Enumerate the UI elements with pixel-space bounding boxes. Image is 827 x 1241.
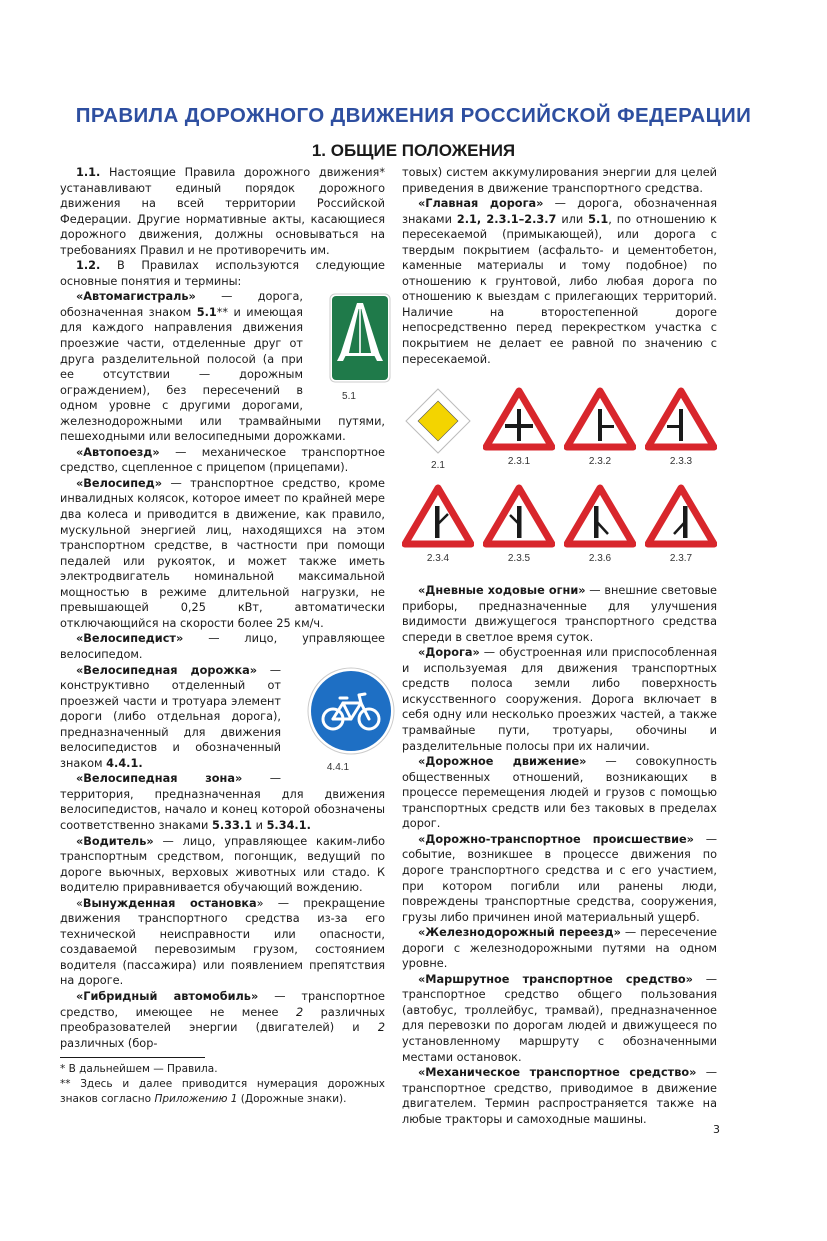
section-title: 1. ОБЩИЕ ПОЛОЖЕНИЯ	[311, 141, 516, 160]
junction-right-sign-icon	[564, 387, 636, 451]
term-text: или	[556, 212, 589, 226]
quote-mark: »	[256, 896, 264, 910]
term-text: различных преобразователей энергии (двигателей) и	[60, 1005, 386, 1035]
right-column	[402, 165, 717, 1127]
term-doroga	[402, 645, 717, 754]
bicycle-sign-icon	[307, 667, 395, 755]
main-road-sign-icon	[404, 387, 472, 455]
sign-caption: 2.3.5	[507, 553, 531, 565]
term-text: , по отношению к пересекаемой (примыкающей), или дорога с твердым покрытием (асфальто- и цементобетон, каменные материалы и тому подобное) по отношению к грунтовой, либо любая дорога по отношению к выездам с прилегающих территорий. Наличие на второстепенной дороге непосредственно перед перекрестком участка с покрытием не делает ее равной по значению с пересекаемой.	[402, 212, 717, 366]
junction-left-sign-icon	[645, 484, 717, 548]
term-dnevnye	[402, 583, 717, 645]
paragraph-1-1	[60, 165, 385, 258]
junction-left-sign-icon	[645, 387, 717, 451]
term-text: — лицо, управляющее велосипедом.	[60, 632, 385, 661]
sign-caption: 5.1	[342, 390, 356, 402]
sign-ref: 5.33.1	[212, 818, 253, 832]
sign-row	[402, 484, 717, 565]
sign-ref: 5.1	[588, 212, 609, 226]
term-text: — транспортное средство, имеющее не менее	[60, 989, 385, 1019]
clause-number: 1.2.	[76, 259, 101, 273]
term-gibridny	[60, 989, 385, 1051]
junction-right-sign-icon	[402, 484, 474, 548]
quote-mark: «	[76, 896, 83, 910]
term: «Велосипед»	[76, 476, 163, 490]
term: «Автопоезд»	[76, 445, 160, 459]
term-text: различных (бор-	[60, 1036, 158, 1050]
term-text: — событие, возникшее в процессе движения по дороге транспортного средства и с его участием, при котором погибли или ранены люди, повреждены транспортные средства, сооружения, грузы либо причинен иной материальный ущерб.	[402, 832, 718, 924]
sign-2-3-7	[645, 484, 717, 565]
paragraph-1-2	[60, 258, 385, 289]
term-avtopoezd	[60, 445, 385, 476]
footnote-2	[60, 1077, 385, 1107]
term-text: — дорога, обозначенная знаком	[60, 290, 303, 319]
sign-2-3-3	[645, 387, 717, 472]
clause-number: 1.1.	[76, 166, 101, 179]
term-text: — территория, предназначенная для движения велосипедистов, начало и конец которой обозначены соответственно знаками	[60, 772, 385, 832]
term-number: 2	[377, 1021, 385, 1035]
crossroad-sign-icon	[483, 387, 555, 451]
sign-caption: 2.3.6	[588, 553, 612, 565]
term-text: — внешние световые приборы, предназначенные для улучшения видимости движущегося транспортного средства спереди в светлое время суток.	[402, 584, 717, 644]
term-text: ** и имеющая для каждого направления движения проезжие части, отделенные друг от друга разделительной полосой (а при ее отсутствии — дорожным ограждением), без пересечений в одном уровне с другими дорогами, железнодорожными или трамвайными путями, пешеходными или велосипедными дорожками.	[60, 305, 385, 444]
term-pereezd	[402, 925, 717, 972]
continuation-text: товых) систем аккумулирования энергии для целей приведения в движение транспортного средства.	[402, 166, 717, 195]
footnote-text: (Дорожные знаки).	[237, 1093, 347, 1105]
term-avtomagistral	[60, 289, 385, 444]
term: «Дорожно-транспортное происшествие»	[418, 832, 694, 846]
term-dorozhnoe	[402, 754, 717, 832]
term-velozona	[60, 771, 385, 833]
sign-row	[402, 387, 717, 472]
term-text: — транспортное средство, приводимое в движение двигателем. Термин распространяется также на любые тракторы и самоходные машины.	[402, 1066, 717, 1126]
term: «Гибридный автомобиль»	[76, 989, 259, 1003]
term: «Водитель»	[76, 834, 154, 848]
sign-ref: 5.34.1.	[266, 818, 311, 832]
term-text: — транспортное средство, кроме инвалидных колясок, которое имеет по крайней мере два колеса и приводится в движение, как правило, мускульной энергией лиц, находящихся на этом транспортном средстве, в частности при помощи педалей или рукояток, и может также иметь электродвигатель номинальной максимальной мощностью в режиме длительной нагрузки, не превышающей 0,25 кВт, автоматически отключающийся на скорости более 25 км/ч.	[60, 476, 385, 630]
motorway-sign-icon	[329, 293, 391, 383]
sign-table	[402, 387, 717, 565]
sign-2-1	[402, 387, 474, 472]
sign-ref: 5.1	[196, 305, 217, 319]
term: «Автомагистраль»	[76, 290, 196, 304]
footnote-1: * В дальнейшем — Правила.	[60, 1063, 218, 1075]
sign-caption: 4.4.1	[326, 762, 350, 774]
clause-text: В Правилах используются следующие основные понятия и термины:	[60, 259, 385, 288]
term: «Дневные ходовые огни»	[418, 584, 586, 598]
sign-ref: 4.4.1.	[106, 756, 143, 770]
sign-caption: 2.3.1	[507, 456, 531, 468]
term-text: — совокупность общественных отношений, возникающих в процессе перемещения людей и грузов с помощью транспортных средств или без таковых в пределах дорог.	[402, 755, 717, 831]
sign-caption: 2.1	[431, 460, 445, 472]
term-voditel	[60, 834, 385, 896]
footnotes	[60, 1062, 385, 1107]
term-text: — конструктивно отделенный от проезжей части и тротуара элемент дороги (либо отдельная дорога), предназначенный для движения велосипедистов и обозначенный знаком	[60, 663, 281, 770]
term-vynuzhdennaya	[60, 896, 385, 989]
sign-2-3-4	[402, 484, 474, 565]
sign-4-4-1	[291, 667, 385, 775]
left-column	[60, 165, 385, 1051]
term-text: — лицо, управляющее каким-либо транспортным средством, погонщик, ведущий по дороге вьючных, верховых животных или стадо. К водителю приравнивается обучающий вождению.	[60, 834, 385, 895]
term-text: — обустроенная или приспособленная и используемая для движения транспортных средств полоса земли либо поверхность искусственного сооружения. Дорога включает в себя одну или несколько проезжих частей, а также трамвайные пути, тротуары, обочины и разделительные полосы при их наличии.	[402, 646, 717, 753]
junction-right-sign-icon	[483, 484, 555, 548]
term-glavnaya	[402, 196, 717, 367]
sign-2-3-6	[564, 484, 636, 565]
sign-caption: 2.3.7	[669, 553, 693, 565]
sign-caption: 2.3.3	[669, 456, 693, 468]
term-text: — дорога, обозначенная знаками	[402, 197, 718, 226]
term-text: — транспортное средство общего пользования (автобус, троллейбус, трамвай), предназначенное для перевозки по дорогам людей и движущееся по установленному маршруту с обозначенными местами остановок.	[402, 972, 717, 1064]
junction-left-sign-icon	[564, 484, 636, 548]
page-title: ПРАВИЛА ДОРОЖНОГО ДВИЖЕНИЯ РОССИЙСКОЙ ФЕДЕРАЦИИ	[75, 104, 752, 127]
term-velodorozhka	[60, 663, 385, 772]
term-marshrutnoe	[402, 972, 717, 1065]
term: «Механическое транспортное средство»	[418, 1066, 697, 1080]
term-mehanicheskoe	[402, 1065, 717, 1127]
term-velosipedist	[60, 631, 385, 662]
term-velosiped	[60, 476, 385, 631]
sign-2-3-5	[483, 484, 555, 565]
term-text: и	[252, 818, 267, 832]
term: «Велосипедная зона»	[76, 772, 243, 786]
term: «Железнодорожный переезд»	[418, 926, 621, 940]
term: Вынужденная остановка	[82, 896, 257, 910]
sign-5-1	[313, 293, 385, 403]
term: «Велосипедист»	[76, 632, 184, 646]
term-text: — пересечение дороги с железнодорожными путями на одном уровне.	[402, 926, 717, 971]
term-text: — прекращение движения транспортного средства из-за его технической неисправности или опасности, создаваемой перевозимым грузом, состоянием водителя (пассажира) или появлением препятствия на дороге.	[60, 896, 386, 988]
footnote-text: ** Здесь и далее приводится нумерация дорожных знаков согласно	[60, 1078, 385, 1105]
sign-caption: 2.3.4	[426, 553, 450, 565]
sign-ref: 2.1, 2.3.1–2.3.7	[456, 212, 557, 226]
sign-caption: 2.3.2	[588, 456, 612, 468]
term: «Велосипедная дорожка»	[76, 663, 258, 677]
term: «Дорога»	[418, 646, 480, 660]
footnote-ref: Приложению 1	[154, 1093, 238, 1105]
term: «Главная дорога»	[418, 197, 544, 211]
term-text: — механическое транспортное средство, сцепленное с прицепом (прицепами).	[60, 445, 385, 475]
sign-2-3-2	[564, 387, 636, 472]
page-number: 3	[713, 1123, 720, 1136]
footnote-rule	[60, 1057, 205, 1058]
term-dtp	[402, 832, 717, 925]
term: «Маршрутное транспортное средство»	[418, 972, 693, 986]
clause-text: Настоящие Правила дорожного движения* устанавливают единый порядок дорожного движения на всей территории Российской Федерации. Другие нормативные акты, касающиеся дорожного движения, должны основываться на требованиях Правил и не противоречить им.	[60, 166, 385, 257]
term: «Дорожное движение»	[418, 755, 587, 769]
term-number: 2	[296, 1005, 304, 1019]
sign-2-3-1	[483, 387, 555, 472]
